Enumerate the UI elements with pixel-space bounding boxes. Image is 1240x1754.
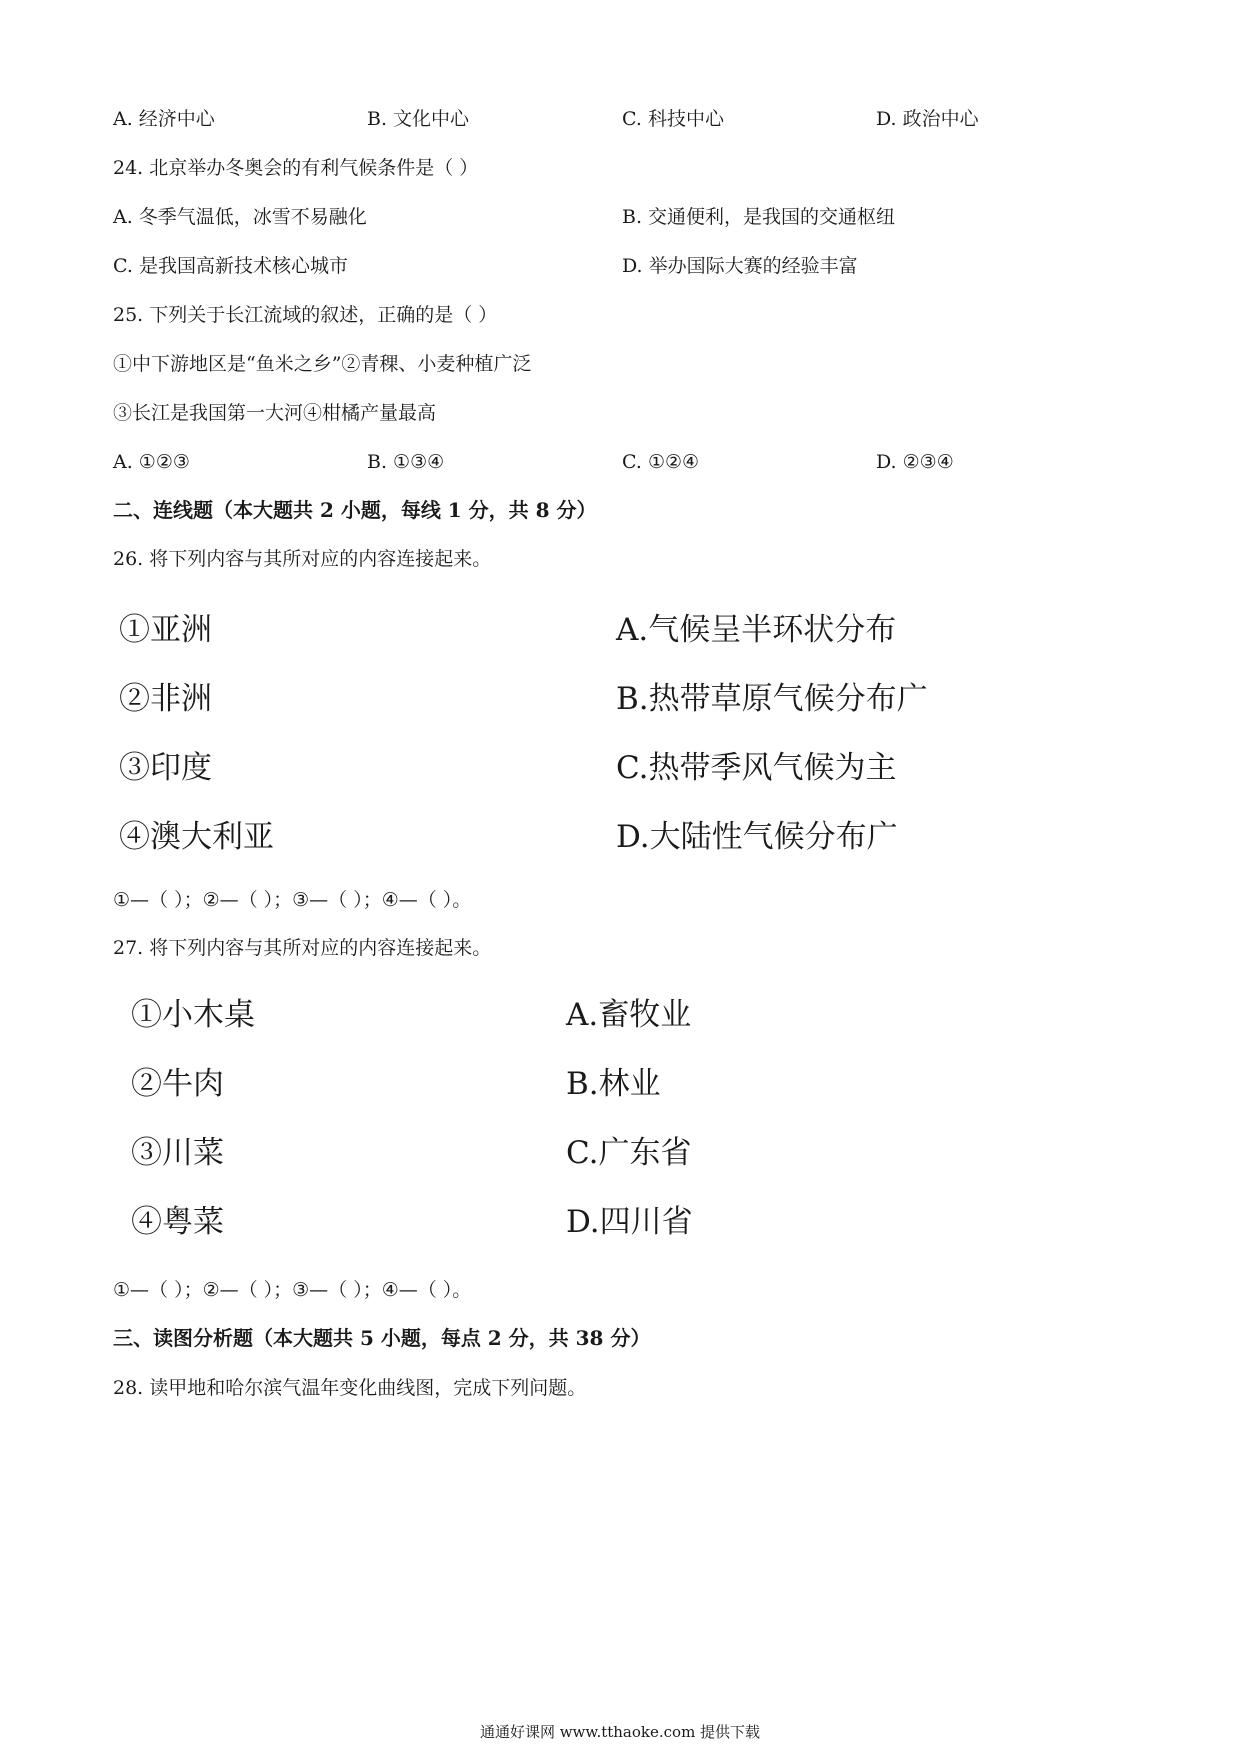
- q25-stem: 25. 下列关于长江流域的叙述，正确的是（ ）: [113, 304, 498, 326]
- q27-left-item: ④粤菜: [131, 1204, 224, 1240]
- q26-right-item: C.热带季风气候为主: [616, 750, 897, 786]
- q25-option-d: D. ②③④: [876, 451, 954, 473]
- q23-option-d: D. 政治中心: [876, 108, 979, 130]
- q25-option-a: A. ①②③: [113, 451, 190, 473]
- q27-right-item: B.林业: [566, 1066, 661, 1102]
- q27-left-item: ①小木桌: [131, 997, 255, 1033]
- q27-right-item: C.广东省: [566, 1135, 692, 1171]
- q27-right-item: D.四川省: [566, 1204, 693, 1240]
- q26-right-item: B.热带草原气候分布广: [616, 681, 928, 717]
- q26-left-item: ④澳大利亚: [119, 819, 274, 855]
- q27-answer-line: ①—（ ）；②—（ ）；③—（ ）；④—（ ）。: [113, 1279, 472, 1301]
- section-2-title: 二、连线题（本大题共 2 小题，每线 1 分，共 8 分）: [113, 498, 597, 522]
- section-3-title: 三、读图分析题（本大题共 5 小题，每点 2 分，共 38 分）: [113, 1326, 651, 1350]
- q26-left-item: ③印度: [119, 750, 212, 786]
- q27-right-item: A.畜牧业: [566, 997, 692, 1033]
- q24-option-b: B. 交通便利，是我国的交通枢纽: [622, 206, 896, 228]
- q25-option-c: C. ①②④: [622, 451, 700, 473]
- q28-stem: 28. 读甲地和哈尔滨气温年变化曲线图，完成下列问题。: [113, 1377, 587, 1399]
- q27-left-item: ③川菜: [131, 1135, 224, 1171]
- q24-option-a: A. 冬季气温低，冰雪不易融化: [113, 206, 367, 228]
- footer-watermark: 通通好课网 www.tthaoke.com 提供下载: [479, 1723, 761, 1741]
- q26-stem: 26. 将下列内容与其所对应的内容连接起来。: [113, 548, 492, 570]
- q26-answer-line: ①—（ ）；②—（ ）；③—（ ）；④—（ ）。: [113, 889, 472, 911]
- q26-right-item: D.大陆性气候分布广: [616, 819, 898, 855]
- q25-statement-2: ③长江是我国第一大河④柑橘产量最高: [113, 402, 437, 424]
- q26-right-item: A.气候呈半环状分布: [616, 612, 897, 648]
- q24-stem: 24. 北京举办冬奥会的有利气候条件是（ ）: [113, 157, 479, 179]
- q27-left-item: ②牛肉: [131, 1066, 224, 1102]
- q26-left-item: ①亚洲: [119, 612, 212, 648]
- q23-option-a: A. 经济中心: [113, 108, 215, 130]
- q23-option-c: C. 科技中心: [622, 108, 724, 130]
- q26-left-item: ②非洲: [119, 681, 212, 717]
- q24-option-c: C. 是我国高新技术核心城市: [113, 255, 348, 277]
- q27-stem: 27. 将下列内容与其所对应的内容连接起来。: [113, 937, 492, 959]
- q24-option-d: D. 举办国际大赛的经验丰富: [622, 255, 858, 277]
- q23-option-b: B. 文化中心: [367, 108, 470, 130]
- q25-statement-1: ①中下游地区是“鱼米之乡”②青稞、小麦种植广泛: [113, 353, 532, 375]
- q25-option-b: B. ①③④: [367, 451, 445, 473]
